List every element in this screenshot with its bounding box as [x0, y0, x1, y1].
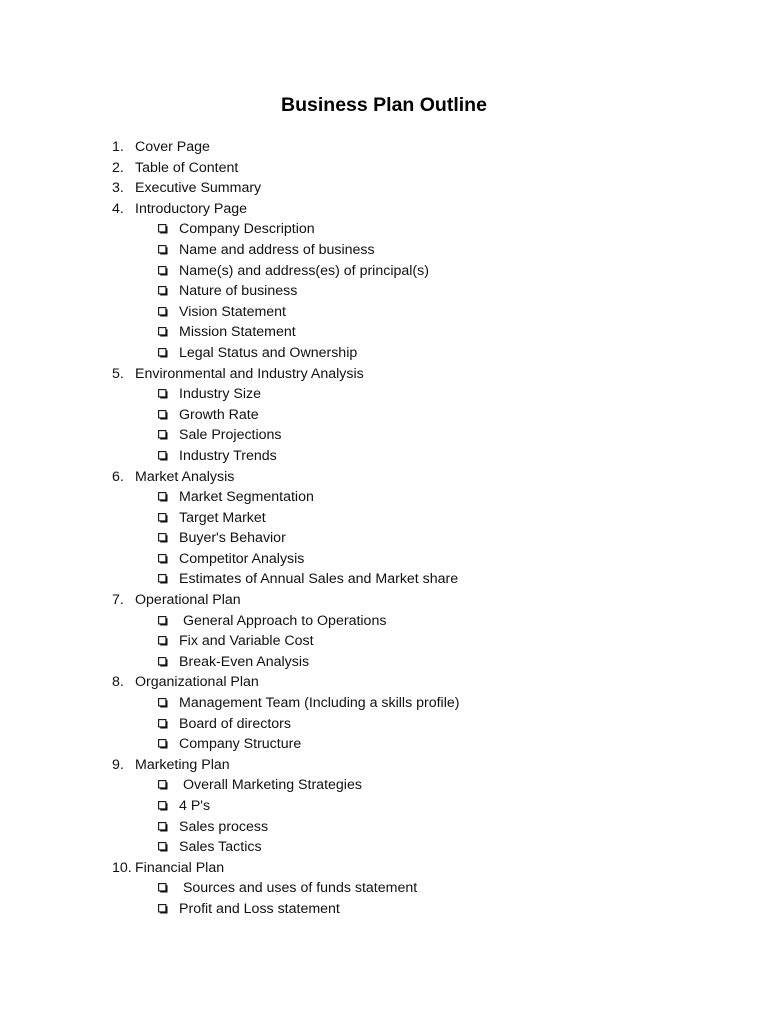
- list-item: [158, 611, 459, 632]
- outline-section: [112, 178, 459, 199]
- outline-section: [112, 755, 459, 858]
- sub-item-list: [112, 611, 459, 673]
- list-item: [158, 508, 459, 529]
- list-item-label: Target Market: [179, 509, 266, 526]
- section-heading: [112, 178, 459, 199]
- checkbox-shadow-icon: [158, 430, 167, 439]
- list-item: [158, 549, 459, 570]
- checkbox-shadow-icon: [158, 739, 167, 748]
- list-item-label: Overall Marketing Strategies: [179, 777, 362, 794]
- section-number: 7.: [112, 592, 124, 609]
- list-item-label: Company Structure: [179, 736, 302, 753]
- checkbox-shadow-icon: [158, 492, 167, 501]
- section-label: Organizational Plan: [135, 674, 259, 691]
- list-item: [158, 240, 459, 261]
- checkbox-shadow-icon: [158, 389, 167, 398]
- checkbox-shadow-icon: [158, 904, 167, 913]
- sub-item-list: [112, 384, 459, 466]
- list-item: [158, 261, 459, 282]
- page-title: Business Plan Outline: [281, 94, 487, 116]
- list-item-label: 4 P's: [179, 798, 211, 814]
- outline-section: [112, 858, 459, 920]
- list-item-label: Sources and uses of funds statement: [179, 880, 418, 897]
- checkbox-shadow-icon: [158, 513, 167, 522]
- list-item-label: Name(s) and address(es) of principal(s): [179, 262, 429, 279]
- list-item: [158, 446, 459, 467]
- list-item: [158, 899, 459, 920]
- checkbox-shadow-icon: [158, 698, 167, 707]
- checkbox-shadow-icon: [158, 245, 167, 254]
- list-item-label: Sales process: [179, 818, 269, 835]
- outline-list: [112, 137, 459, 920]
- outline-section: [112, 590, 459, 672]
- checkbox-shadow-icon: [158, 657, 167, 666]
- list-item: [158, 302, 459, 323]
- section-number: 1.: [112, 139, 124, 155]
- outline-section: [112, 158, 459, 179]
- list-item: [158, 487, 459, 508]
- section-number: 4.: [112, 200, 124, 217]
- list-item-label: Mission Statement: [179, 324, 296, 341]
- list-item-label: Profit and Loss statement: [179, 900, 340, 917]
- list-item-label: Growth Rate: [179, 406, 259, 423]
- section-heading: [112, 858, 459, 879]
- checkbox-shadow-icon: [158, 451, 167, 460]
- checkbox-shadow-icon: [158, 801, 167, 810]
- checkbox-shadow-icon: [158, 636, 167, 645]
- list-item: [158, 569, 459, 590]
- section-label: Environmental and Industry Analysis: [135, 365, 364, 382]
- list-item: [158, 775, 459, 796]
- list-item: [158, 631, 459, 652]
- section-label: Financial Plan: [135, 859, 225, 876]
- checkbox-shadow-icon: [158, 286, 167, 295]
- checkbox-shadow-icon: [158, 780, 167, 789]
- list-item: [158, 693, 459, 714]
- list-item: [158, 796, 459, 817]
- list-item: [158, 322, 459, 343]
- list-item: [158, 425, 459, 446]
- list-item-label: General Approach to Operations: [179, 612, 387, 629]
- list-item-label: Sales Tactics: [179, 839, 262, 856]
- section-label: Market Analysis: [135, 468, 235, 485]
- section-label: Cover Page: [135, 139, 210, 155]
- list-item: [158, 343, 459, 364]
- section-number: 6.: [112, 468, 124, 485]
- list-item-label: Company Description: [179, 221, 315, 238]
- checkbox-shadow-icon: [158, 224, 167, 233]
- list-item: [158, 652, 459, 673]
- sub-item-list: [112, 219, 459, 363]
- section-heading: [112, 158, 459, 179]
- sub-item-list: [112, 487, 459, 590]
- list-item-label: Legal Status and Ownership: [179, 344, 358, 361]
- section-label: Executive Summary: [135, 180, 262, 197]
- outline-section: [112, 137, 459, 158]
- list-item: [158, 734, 459, 755]
- list-item-label: Sale Projections: [179, 427, 282, 444]
- section-heading: [112, 137, 459, 158]
- checkbox-shadow-icon: [158, 719, 167, 728]
- list-item-label: Industry Trends: [179, 447, 277, 464]
- section-heading: [112, 672, 459, 693]
- list-item-label: Break-Even Analysis: [179, 653, 310, 670]
- list-item: [158, 384, 459, 405]
- list-item-label: Fix and Variable Cost: [179, 633, 314, 650]
- list-item-label: Competitor Analysis: [179, 550, 305, 567]
- section-number: 5.: [112, 365, 124, 382]
- section-number: 8.: [112, 674, 124, 691]
- checkbox-shadow-icon: [158, 822, 167, 831]
- list-item: [158, 817, 459, 838]
- list-item: [158, 714, 459, 735]
- section-number: 9.: [112, 756, 124, 773]
- section-number: 10.: [112, 859, 132, 876]
- list-item: [158, 878, 459, 899]
- section-heading: [112, 467, 459, 488]
- sub-item-list: [112, 693, 459, 755]
- list-item: [158, 405, 459, 426]
- section-label: Operational Plan: [135, 592, 241, 609]
- checkbox-shadow-icon: [158, 327, 167, 336]
- section-label: Table of Content: [135, 159, 239, 176]
- list-item-label: Buyer's Behavior: [179, 530, 286, 547]
- section-number: 2.: [112, 159, 124, 176]
- section-label: Introductory Page: [135, 200, 247, 217]
- list-item-label: Market Segmentation: [179, 489, 314, 506]
- list-item-label: Estimates of Annual Sales and Market share: [179, 571, 459, 588]
- list-item-label: Management Team (Including a skills profile): [179, 695, 460, 712]
- checkbox-shadow-icon: [158, 554, 167, 563]
- sub-item-list: [112, 878, 459, 919]
- list-item: [158, 219, 459, 240]
- checkbox-shadow-icon: [158, 842, 167, 851]
- list-item-label: Vision Statement: [179, 303, 286, 320]
- section-number: 3.: [112, 180, 124, 197]
- list-item-label: Nature of business: [179, 283, 298, 300]
- list-item-label: Name and address of business: [179, 241, 375, 258]
- checkbox-shadow-icon: [158, 883, 167, 892]
- checkbox-shadow-icon: [158, 410, 167, 419]
- list-item: [158, 837, 459, 858]
- list-item: [158, 281, 459, 302]
- section-heading: [112, 755, 459, 776]
- list-item-label: Board of directors: [179, 715, 291, 732]
- outline-section: [112, 364, 459, 467]
- list-item: [158, 528, 459, 549]
- checkbox-shadow-icon: [158, 574, 167, 583]
- outline-section: [112, 467, 459, 591]
- checkbox-shadow-icon: [158, 307, 167, 316]
- checkbox-shadow-icon: [158, 616, 167, 625]
- outline-section: [112, 199, 459, 364]
- section-heading: [112, 590, 459, 611]
- list-item-label: Industry Size: [179, 386, 262, 403]
- checkbox-shadow-icon: [158, 266, 167, 275]
- sub-item-list: [112, 775, 459, 857]
- section-heading: [112, 199, 459, 220]
- outline-section: [112, 672, 459, 754]
- section-heading: [112, 364, 459, 385]
- checkbox-shadow-icon: [158, 533, 167, 542]
- section-label: Marketing Plan: [135, 756, 230, 773]
- checkbox-shadow-icon: [158, 348, 167, 357]
